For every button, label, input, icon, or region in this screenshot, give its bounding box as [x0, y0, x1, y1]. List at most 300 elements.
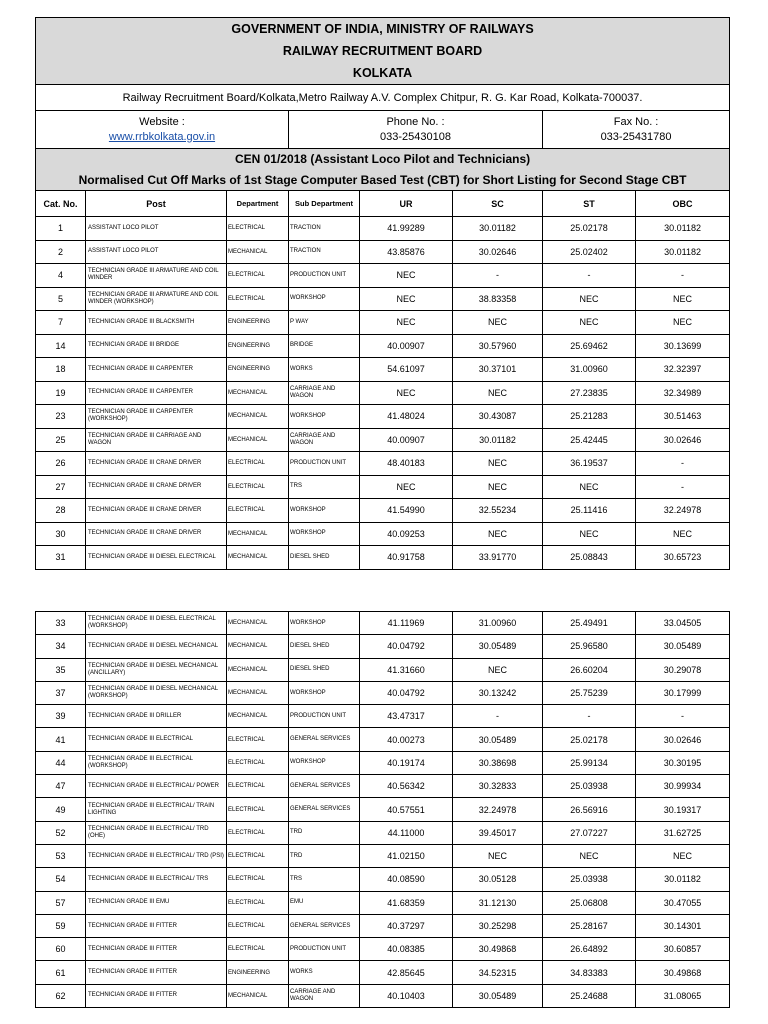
department-cell: MECHANICAL [227, 428, 289, 452]
ur-cell: 40.57551 [360, 798, 453, 821]
ur-cell: 44.11000 [360, 821, 453, 844]
sc-cell: NEC [453, 311, 543, 335]
ur-cell: 41.68359 [360, 891, 453, 914]
post-cell: ASSISTANT LOCO PILOT [86, 240, 227, 264]
cat-no-cell: 30 [36, 522, 86, 546]
sub-department-cell: TRACTION [289, 217, 360, 241]
ur-cell: 40.04792 [360, 635, 453, 658]
obc-cell: 30.17999 [636, 681, 730, 704]
table-row [36, 844, 730, 867]
phone-label: Phone No. : [386, 115, 445, 128]
cat-no-cell: 18 [36, 358, 86, 382]
col-sub-department: Sub Department [289, 191, 360, 217]
col-cat-no: Cat. No. [36, 191, 86, 217]
ur-cell: 40.10403 [360, 984, 453, 1007]
department-cell: ELECTRICAL [227, 751, 289, 774]
department-cell: ELECTRICAL [227, 798, 289, 821]
table-row [36, 705, 730, 728]
table-row [36, 984, 730, 1007]
obc-cell: 30.01182 [636, 240, 730, 264]
sub-department-cell: WORKS [289, 358, 360, 382]
st-cell: 25.03938 [543, 868, 636, 891]
col-ur: UR [360, 191, 453, 217]
cat-no-cell: 49 [36, 798, 86, 821]
department-cell: ELECTRICAL [227, 868, 289, 891]
sub-department-cell: TRD [289, 844, 360, 867]
sc-cell: 34.52315 [453, 961, 543, 984]
obc-cell: 30.05489 [636, 635, 730, 658]
ur-cell: 40.08385 [360, 938, 453, 961]
department-cell: ENGINEERING [227, 334, 289, 358]
obc-cell: - [636, 264, 730, 288]
st-cell: 26.64892 [543, 938, 636, 961]
department-cell: ELECTRICAL [227, 821, 289, 844]
ur-cell: 43.85876 [360, 240, 453, 264]
department-cell: ELECTRICAL [227, 475, 289, 499]
cat-no-cell: 19 [36, 381, 86, 405]
table-row [36, 681, 730, 704]
table-row [36, 217, 730, 241]
st-cell: 25.02402 [543, 240, 636, 264]
table-row [36, 635, 730, 658]
header-table [35, 17, 730, 570]
sc-cell: 30.25298 [453, 914, 543, 937]
table-row [36, 264, 730, 288]
department-cell: ENGINEERING [227, 311, 289, 335]
sc-cell: 30.01182 [453, 217, 543, 241]
post-cell: TECHNICIAN GRADE III BLACKSMITH [86, 311, 227, 335]
department-cell: MECHANICAL [227, 984, 289, 1007]
obc-cell: NEC [636, 311, 730, 335]
cat-no-cell: 25 [36, 428, 86, 452]
obc-cell: 30.01182 [636, 217, 730, 241]
ur-cell: NEC [360, 311, 453, 335]
table-row [36, 938, 730, 961]
obc-cell: NEC [636, 844, 730, 867]
post-cell: TECHNICIAN GRADE III ELECTRICAL/ TRS [86, 868, 227, 891]
table-row [36, 868, 730, 891]
cat-no-cell: 44 [36, 751, 86, 774]
department-cell: ELECTRICAL [227, 775, 289, 798]
department-cell: MECHANICAL [227, 381, 289, 405]
obc-cell: 30.99934 [636, 775, 730, 798]
post-cell: TECHNICIAN GRADE III CRANE DRIVER [86, 475, 227, 499]
title-line-3: KOLKATA [36, 62, 730, 85]
cat-no-cell: 31 [36, 546, 86, 570]
cat-no-cell: 41 [36, 728, 86, 751]
department-cell: MECHANICAL [227, 546, 289, 570]
ur-cell: 43.47317 [360, 705, 453, 728]
obc-cell: 30.51463 [636, 405, 730, 429]
sc-cell: 30.02646 [453, 240, 543, 264]
sc-cell: NEC [453, 475, 543, 499]
fax-label: Fax No. : [613, 115, 659, 128]
obc-cell: 32.32397 [636, 358, 730, 382]
cat-no-cell: 47 [36, 775, 86, 798]
table-row [36, 728, 730, 751]
cat-no-cell: 60 [36, 938, 86, 961]
cat-no-cell: 37 [36, 681, 86, 704]
sc-cell: 32.24978 [453, 798, 543, 821]
sub-department-cell: EMU [289, 891, 360, 914]
sc-cell: - [453, 705, 543, 728]
cat-no-cell: 7 [36, 311, 86, 335]
ur-cell: 40.04792 [360, 681, 453, 704]
st-cell: NEC [543, 522, 636, 546]
st-cell: 25.06808 [543, 891, 636, 914]
department-cell: MECHANICAL [227, 635, 289, 658]
table-row [36, 961, 730, 984]
table-row [36, 475, 730, 499]
cat-no-cell: 1 [36, 217, 86, 241]
cat-no-cell: 2 [36, 240, 86, 264]
obc-cell: 30.19317 [636, 798, 730, 821]
cat-no-cell: 59 [36, 914, 86, 937]
post-cell: TECHNICIAN GRADE III ELECTRICAL [86, 728, 227, 751]
cat-no-cell: 27 [36, 475, 86, 499]
st-cell: 26.60204 [543, 658, 636, 681]
obc-cell: 31.08065 [636, 984, 730, 1007]
ur-cell: NEC [360, 475, 453, 499]
post-cell: TECHNICIAN GRADE III DIESEL MECHANICAL (ANCILLARY) [86, 658, 227, 681]
cat-no-cell: 54 [36, 868, 86, 891]
obc-cell: 30.49868 [636, 961, 730, 984]
st-cell: - [543, 264, 636, 288]
post-cell: TECHNICIAN GRADE III CRANE DRIVER [86, 522, 227, 546]
post-cell: TECHNICIAN GRADE III BRIDGE [86, 334, 227, 358]
phone-cell [289, 111, 543, 149]
sc-cell: - [453, 264, 543, 288]
st-cell: - [543, 705, 636, 728]
page-2 [35, 611, 729, 1008]
sub-department-cell: PRODUCTION UNIT [289, 705, 360, 728]
cat-no-cell: 5 [36, 287, 86, 311]
table-row [36, 546, 730, 570]
cat-no-cell: 39 [36, 705, 86, 728]
ur-cell: 41.31660 [360, 658, 453, 681]
obc-cell: 31.62725 [636, 821, 730, 844]
cat-no-cell: 33 [36, 612, 86, 635]
post-cell: TECHNICIAN GRADE III ELECTRICAL/ TRD (OHE) [86, 821, 227, 844]
col-department: Department [227, 191, 289, 217]
sub-department-cell: DIESEL SHED [289, 546, 360, 570]
ur-cell: 40.56342 [360, 775, 453, 798]
st-cell: NEC [543, 475, 636, 499]
sc-cell: 30.05128 [453, 868, 543, 891]
cat-no-cell: 57 [36, 891, 86, 914]
col-st: ST [543, 191, 636, 217]
sc-cell: 30.05489 [453, 984, 543, 1007]
sub-department-cell: WORKSHOP [289, 751, 360, 774]
sub-department-cell: DIESEL SHED [289, 658, 360, 681]
results-table-page-2 [35, 611, 730, 1008]
st-cell: 26.56916 [543, 798, 636, 821]
sub-department-cell: PRODUCTION UNIT [289, 452, 360, 476]
post-cell: TECHNICIAN GRADE III CARPENTER (WORKSHOP) [86, 405, 227, 429]
st-cell: 25.24688 [543, 984, 636, 1007]
post-cell: TECHNICIAN GRADE III DIESEL ELECTRICAL [86, 546, 227, 570]
table-row [36, 751, 730, 774]
obc-cell: 30.60857 [636, 938, 730, 961]
table-row [36, 914, 730, 937]
sub-department-cell: DIESEL SHED [289, 635, 360, 658]
website-cell [36, 111, 289, 149]
st-cell: 25.69462 [543, 334, 636, 358]
sub-department-cell: PRODUCTION UNIT [289, 938, 360, 961]
obc-cell: 30.29078 [636, 658, 730, 681]
st-cell: 25.42445 [543, 428, 636, 452]
sc-cell: 30.37101 [453, 358, 543, 382]
sc-cell: 30.43087 [453, 405, 543, 429]
cat-no-cell: 61 [36, 961, 86, 984]
obc-cell: 30.14301 [636, 914, 730, 937]
cat-no-cell: 14 [36, 334, 86, 358]
department-cell: ELECTRICAL [227, 452, 289, 476]
st-cell: 25.21283 [543, 405, 636, 429]
table-row [36, 499, 730, 523]
sub-department-cell: CARRIAGE AND WAGON [289, 381, 360, 405]
post-cell: TECHNICIAN GRADE III ELECTRICAL/ TRAIN LIGHTING [86, 798, 227, 821]
table-row [36, 798, 730, 821]
table-row [36, 658, 730, 681]
department-cell: MECHANICAL [227, 612, 289, 635]
ur-cell: 41.48024 [360, 405, 453, 429]
sub-department-cell: WORKSHOP [289, 405, 360, 429]
fax-value: 033-25431780 [600, 130, 672, 143]
sub-department-cell: WORKSHOP [289, 499, 360, 523]
ur-cell: 40.91758 [360, 546, 453, 570]
website-link[interactable]: www.rrbkolkata.gov.in [108, 130, 216, 143]
cat-no-cell: 35 [36, 658, 86, 681]
results-body-page-2 [36, 612, 730, 1008]
obc-cell: 30.13699 [636, 334, 730, 358]
table-row [36, 405, 730, 429]
post-cell: TECHNICIAN GRADE III ELECTRICAL/ POWER [86, 775, 227, 798]
sub-department-cell: TRD [289, 821, 360, 844]
sub-department-cell: CARRIAGE AND WAGON [289, 984, 360, 1007]
ur-cell: 42.85645 [360, 961, 453, 984]
st-cell: 25.96580 [543, 635, 636, 658]
fax-cell [543, 111, 730, 149]
post-cell: ASSISTANT LOCO PILOT [86, 217, 227, 241]
department-cell: ELECTRICAL [227, 499, 289, 523]
st-cell: NEC [543, 311, 636, 335]
st-cell: 25.08843 [543, 546, 636, 570]
cat-no-cell: 23 [36, 405, 86, 429]
post-cell: TECHNICIAN GRADE III ELECTRICAL/ TRD (PSI) [86, 844, 227, 867]
website-label: Website : [139, 115, 185, 128]
sc-cell: 30.01182 [453, 428, 543, 452]
sc-cell: 31.12130 [453, 891, 543, 914]
obc-cell: 30.65723 [636, 546, 730, 570]
ur-cell: NEC [360, 381, 453, 405]
sc-cell: 30.05489 [453, 635, 543, 658]
department-cell: MECHANICAL [227, 405, 289, 429]
obc-cell: 30.30195 [636, 751, 730, 774]
obc-cell: NEC [636, 522, 730, 546]
obc-cell: 30.01182 [636, 868, 730, 891]
table-row [36, 287, 730, 311]
ur-cell: 40.09253 [360, 522, 453, 546]
col-obc: OBC [636, 191, 730, 217]
cen-title: CEN 01/2018 (Assistant Loco Pilot and Technicians) [36, 149, 730, 170]
post-cell: TECHNICIAN GRADE III EMU [86, 891, 227, 914]
cat-no-cell: 28 [36, 499, 86, 523]
sc-cell: NEC [453, 658, 543, 681]
cat-no-cell: 34 [36, 635, 86, 658]
obc-cell: 32.34989 [636, 381, 730, 405]
post-cell: TECHNICIAN GRADE III ARMATURE AND COIL WINDER [86, 264, 227, 288]
sub-department-cell: WORKSHOP [289, 287, 360, 311]
st-cell: 27.23835 [543, 381, 636, 405]
department-cell: ELECTRICAL [227, 891, 289, 914]
department-cell: MECHANICAL [227, 658, 289, 681]
ur-cell: 41.54990 [360, 499, 453, 523]
post-cell: TECHNICIAN GRADE III CARPENTER [86, 381, 227, 405]
department-cell: ELECTRICAL [227, 217, 289, 241]
post-cell: TECHNICIAN GRADE III ELECTRICAL (WORKSHOP) [86, 751, 227, 774]
department-cell: ELECTRICAL [227, 844, 289, 867]
col-post: Post [86, 191, 227, 217]
post-cell: TECHNICIAN GRADE III FITTER [86, 984, 227, 1007]
sc-cell: 38.83358 [453, 287, 543, 311]
obc-cell: 33.04505 [636, 612, 730, 635]
column-header-row [36, 191, 730, 217]
st-cell: NEC [543, 844, 636, 867]
ur-cell: 40.19174 [360, 751, 453, 774]
cat-no-cell: 26 [36, 452, 86, 476]
st-cell: 31.00960 [543, 358, 636, 382]
st-cell: 36.19537 [543, 452, 636, 476]
st-cell: NEC [543, 287, 636, 311]
table-row [36, 311, 730, 335]
department-cell: ENGINEERING [227, 358, 289, 382]
ur-cell: 40.08590 [360, 868, 453, 891]
sub-department-cell: TRS [289, 475, 360, 499]
sc-cell: 30.32833 [453, 775, 543, 798]
ur-cell: 54.61097 [360, 358, 453, 382]
table-row [36, 612, 730, 635]
department-cell: ELECTRICAL [227, 938, 289, 961]
st-cell: 25.11416 [543, 499, 636, 523]
post-cell: TECHNICIAN GRADE III FITTER [86, 961, 227, 984]
post-cell: TECHNICIAN GRADE III DRILLER [86, 705, 227, 728]
obc-cell: 30.02646 [636, 728, 730, 751]
cat-no-cell: 52 [36, 821, 86, 844]
ur-cell: 40.00907 [360, 334, 453, 358]
st-cell: 25.03938 [543, 775, 636, 798]
sc-cell: NEC [453, 522, 543, 546]
cen-subtitle: Normalised Cut Off Marks of 1st Stage Computer Based Test (CBT) for Short Listing for Second Stage CBT [36, 170, 730, 191]
sc-cell: 33.91770 [453, 546, 543, 570]
obc-cell: 30.47055 [636, 891, 730, 914]
sub-department-cell: GENERAL SERVICES [289, 775, 360, 798]
st-cell: 25.28167 [543, 914, 636, 937]
title-line-1: GOVERNMENT OF INDIA, MINISTRY OF RAILWAYS [36, 18, 730, 41]
ur-cell: 48.40183 [360, 452, 453, 476]
obc-cell: - [636, 705, 730, 728]
cat-no-cell: 4 [36, 264, 86, 288]
ur-cell: 40.00907 [360, 428, 453, 452]
department-cell: ENGINEERING [227, 961, 289, 984]
post-cell: TECHNICIAN GRADE III ARMATURE AND COIL WINDER (WORKSHOP) [86, 287, 227, 311]
sc-cell: 30.13242 [453, 681, 543, 704]
st-cell: 25.02178 [543, 728, 636, 751]
department-cell: ELECTRICAL [227, 287, 289, 311]
sc-cell: 39.45017 [453, 821, 543, 844]
st-cell: 34.83383 [543, 961, 636, 984]
post-cell: TECHNICIAN GRADE III DIESEL ELECTRICAL (WORKSHOP) [86, 612, 227, 635]
cat-no-cell: 53 [36, 844, 86, 867]
sc-cell: NEC [453, 844, 543, 867]
sub-department-cell: GENERAL SERVICES [289, 728, 360, 751]
sub-department-cell: TRS [289, 868, 360, 891]
table-row [36, 891, 730, 914]
department-cell: MECHANICAL [227, 705, 289, 728]
department-cell: ELECTRICAL [227, 914, 289, 937]
post-cell: TECHNICIAN GRADE III CRANE DRIVER [86, 499, 227, 523]
st-cell: 25.99134 [543, 751, 636, 774]
obc-cell: 32.24978 [636, 499, 730, 523]
ur-cell: 41.11969 [360, 612, 453, 635]
table-row [36, 358, 730, 382]
sub-department-cell: GENERAL SERVICES [289, 798, 360, 821]
post-cell: TECHNICIAN GRADE III CARPENTER [86, 358, 227, 382]
sub-department-cell: PRODUCTION UNIT [289, 264, 360, 288]
sub-department-cell: WORKS [289, 961, 360, 984]
sc-cell: 30.57960 [453, 334, 543, 358]
sc-cell: 30.49868 [453, 938, 543, 961]
table-row [36, 821, 730, 844]
sc-cell: 31.00960 [453, 612, 543, 635]
ur-cell: 40.00273 [360, 728, 453, 751]
address: Railway Recruitment Board/Kolkata,Metro Railway A.V. Complex Chitpur, R. G. Kar Road, Kolkata-700037. [36, 85, 730, 111]
post-cell: TECHNICIAN GRADE III CRANE DRIVER [86, 452, 227, 476]
obc-cell: - [636, 452, 730, 476]
sc-cell: 30.05489 [453, 728, 543, 751]
post-cell: TECHNICIAN GRADE III FITTER [86, 914, 227, 937]
ur-cell: 41.02150 [360, 844, 453, 867]
sub-department-cell: BRIDGE [289, 334, 360, 358]
ur-cell: 40.37297 [360, 914, 453, 937]
sc-cell: 30.38698 [453, 751, 543, 774]
table-row [36, 334, 730, 358]
st-cell: 25.49491 [543, 612, 636, 635]
sub-department-cell: WORKSHOP [289, 681, 360, 704]
department-cell: MECHANICAL [227, 681, 289, 704]
page-1 [35, 17, 729, 570]
obc-cell: 30.02646 [636, 428, 730, 452]
cat-no-cell: 62 [36, 984, 86, 1007]
sub-department-cell: P WAY [289, 311, 360, 335]
table-row [36, 240, 730, 264]
ur-cell: 41.99289 [360, 217, 453, 241]
obc-cell: NEC [636, 287, 730, 311]
sc-cell: NEC [453, 452, 543, 476]
table-row [36, 522, 730, 546]
post-cell: TECHNICIAN GRADE III DIESEL MECHANICAL [86, 635, 227, 658]
st-cell: 25.02178 [543, 217, 636, 241]
table-row [36, 428, 730, 452]
department-cell: ELECTRICAL [227, 728, 289, 751]
sub-department-cell: TRACTION [289, 240, 360, 264]
department-cell: MECHANICAL [227, 240, 289, 264]
col-sc: SC [453, 191, 543, 217]
sc-cell: NEC [453, 381, 543, 405]
st-cell: 27.07227 [543, 821, 636, 844]
st-cell: 25.75239 [543, 681, 636, 704]
table-row [36, 775, 730, 798]
